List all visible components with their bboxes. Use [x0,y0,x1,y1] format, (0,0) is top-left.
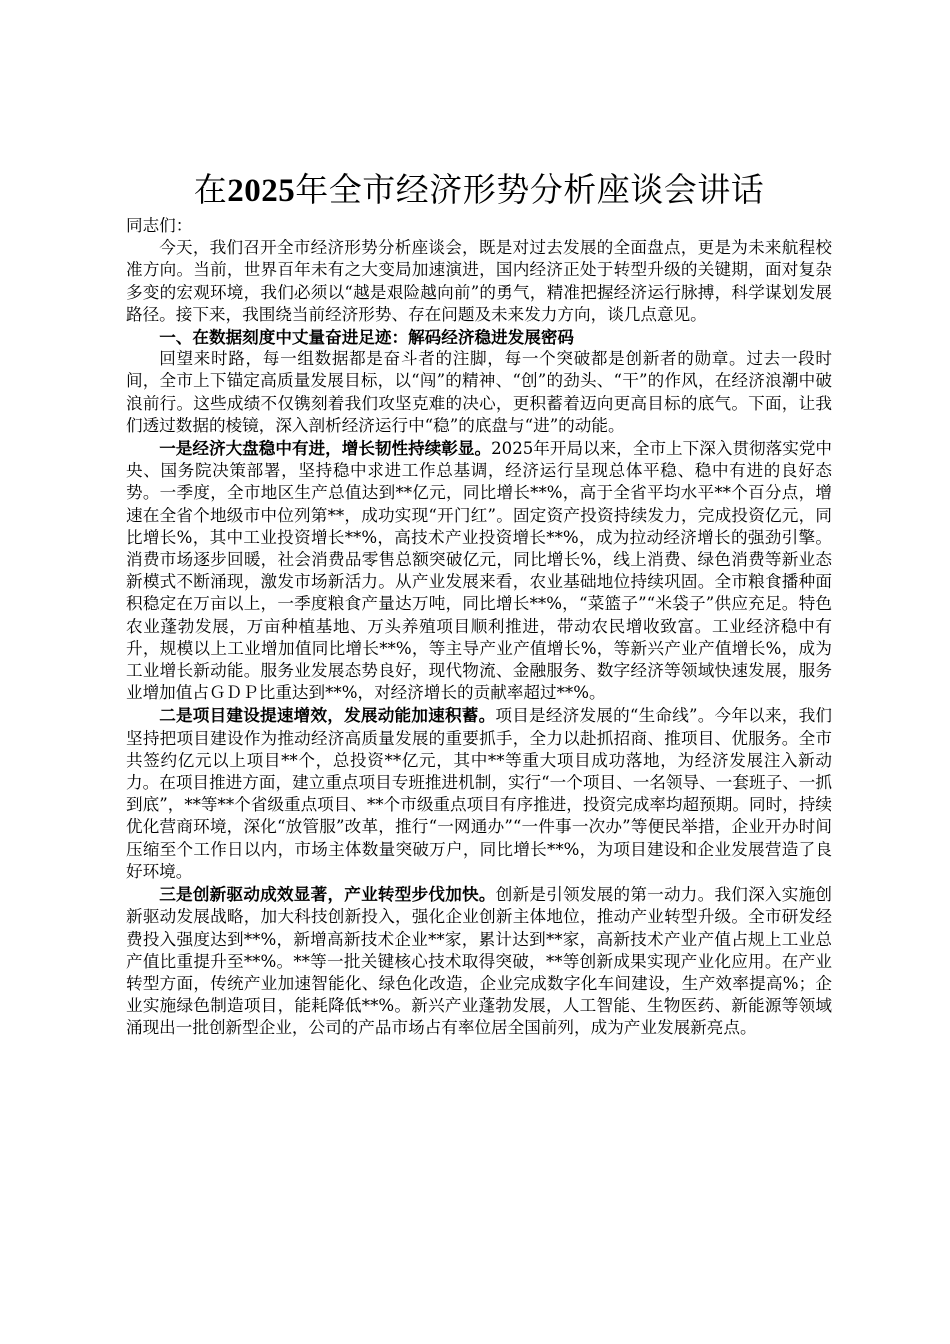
point-1-paragraph [126,437,832,704]
title-year: 2025 [227,173,296,209]
point-2-lead: 二是项目建设提速增效，发展动能加速积蓄。 [159,705,496,726]
point-3-body: 创新是引领发展的第一动力。我们深入实施创新驱动发展战略，加大科技创新投入，强化企业创新主体地位，推动产业转型升级。全市研发经费投入强度达到**%，新增高新技术企业**家，累计达到**家，高新技术产业产值占规上工业总产值比重提升至**%。**等一批关键核心技术取得突破，**等创新成果实现产业化应用。在产业转型方面，传统产业加速智能化、绿色化改造，企业完成数字化车间建设，生产效率提高%；企业实施绿色制造项目，能耗降低**%。新兴产业蓬勃发展，人工智能、生物医药、新能源等领域涌现出一批创新型企业，公司的产品市场占有率位居全国前列，成为产业发展新亮点。 [126,885,833,1038]
section-heading-1: 一、在数据刻度中丈量奋进足迹：解码经济稳进发展密码 [159,327,575,348]
point-1-lead: 一是经济大盘稳中有进，增长韧性持续彰显。 [159,438,492,459]
point-3-paragraph [126,883,832,1039]
title-prefix: 在 [193,170,228,209]
title-suffix: 年全市经济形势分析座谈会讲话 [295,170,765,209]
salutation: 同志们： [126,216,193,235]
section-1-intro-paragraph: 回望来时路，每一组数据都是奋斗者的注脚，每一个突破都是创新者的勋章。过去一段时间，全市上下锚定高质量发展目标，以“闯”的精神、“创”的劲头、“干”的作风，在经济浪潮中破浪前行。这些成绩不仅镌刻着我们攻坚克难的决心，更积蓄着迈向更高目标的底气。下面，让我们透过数据的棱镜，深入剖析经济运行中“稳”的底盘与“进”的动能。 [126,349,832,435]
point-2-body: 项目是经济发展的“生命线”。今年以来，我们坚持把项目建设作为推动经济高质量发展的重要抓手，全力以赴抓招商、推项目、优服务。全市共签约亿元以上项目**个，总投资**亿元，其中**等重大项目成功落地，为经济发展注入新动力。在项目推进方面，建立重点项目专班推进机制，实行“一个项目、一名领导、一套班子、一抓到底”，**等**个省级重点项目、**个市级重点项目有序推进，投资完成率均超预期。同时，持续优化营商环境，深化“放管服”改革，推行“一网通办”“一件事一次办”等便民举措，企业开办时间压缩至个工作日以内，市场主体数量突破万户，同比增长**%，为项目建设和企业发展营造了良好环境。 [126,706,832,881]
point-2-paragraph [126,704,832,883]
document-title [126,168,832,213]
document-page [126,168,832,1040]
intro-paragraph: 今天，我们召开全市经济形势分析座谈会，既是对过去发展的全面盘点，更是为未来航程校准方向。当前，世界百年未有之大变局加速演进，国内经济正处于转型升级的关键期，面对复杂多变的宏观环境，我们必须以“越是艰险越向前”的勇气，精准把握经济运行脉搏，科学谋划发展路径。接下来，我围绕当前经济形势、存在问题及未来发力方向，谈几点意见。 [126,238,832,324]
point-1-body: 2025年开局以来，全市上下深入贯彻落实党中央、国务院决策部署，坚持稳中求进工作总基调，经济运行呈现总体平稳、稳中有进的良好态势。一季度，全市地区生产总值达到**亿元，同比增长**%，高于全省平均水平**个百分点，增速在全省个地级市中位列第**，成功实现“开门红”。固定资产投资持续发力，完成投资亿元，同比增长%，其中工业投资增长**%，高技术产业投资增长**%，成为拉动经济增长的强劲引擎。消费市场逐步回暖，社会消费品零售总额突破亿元，同比增长%，线上消费、绿色消费等新业态新模式不断涌现，激发市场新活力。从产业发展来看，农业基础地位持续巩固。全市粮食播种面积稳定在万亩以上，一季度粮食产量达万吨，同比增长**%，“菜篮子”“米袋子”供应充足。特色农业蓬勃发展，万亩种植基地、万头养殖项目顺利推进，带动农民增收致富。工业经济稳中有升，规模以上工业增加值同比增长**%，等主导产业产值增长%，等新兴产业产值增长%，成为工业增长新动能。服务业发展态势良好，现代物流、金融服务、数字经济等领域快速发展，服务业增加值占ＧＤＰ比重达到**%，对经济增长的贡献率超过**%。 [126,439,833,703]
point-3-lead: 三是创新驱动成效显著，产业转型步伐加快。 [159,884,496,905]
